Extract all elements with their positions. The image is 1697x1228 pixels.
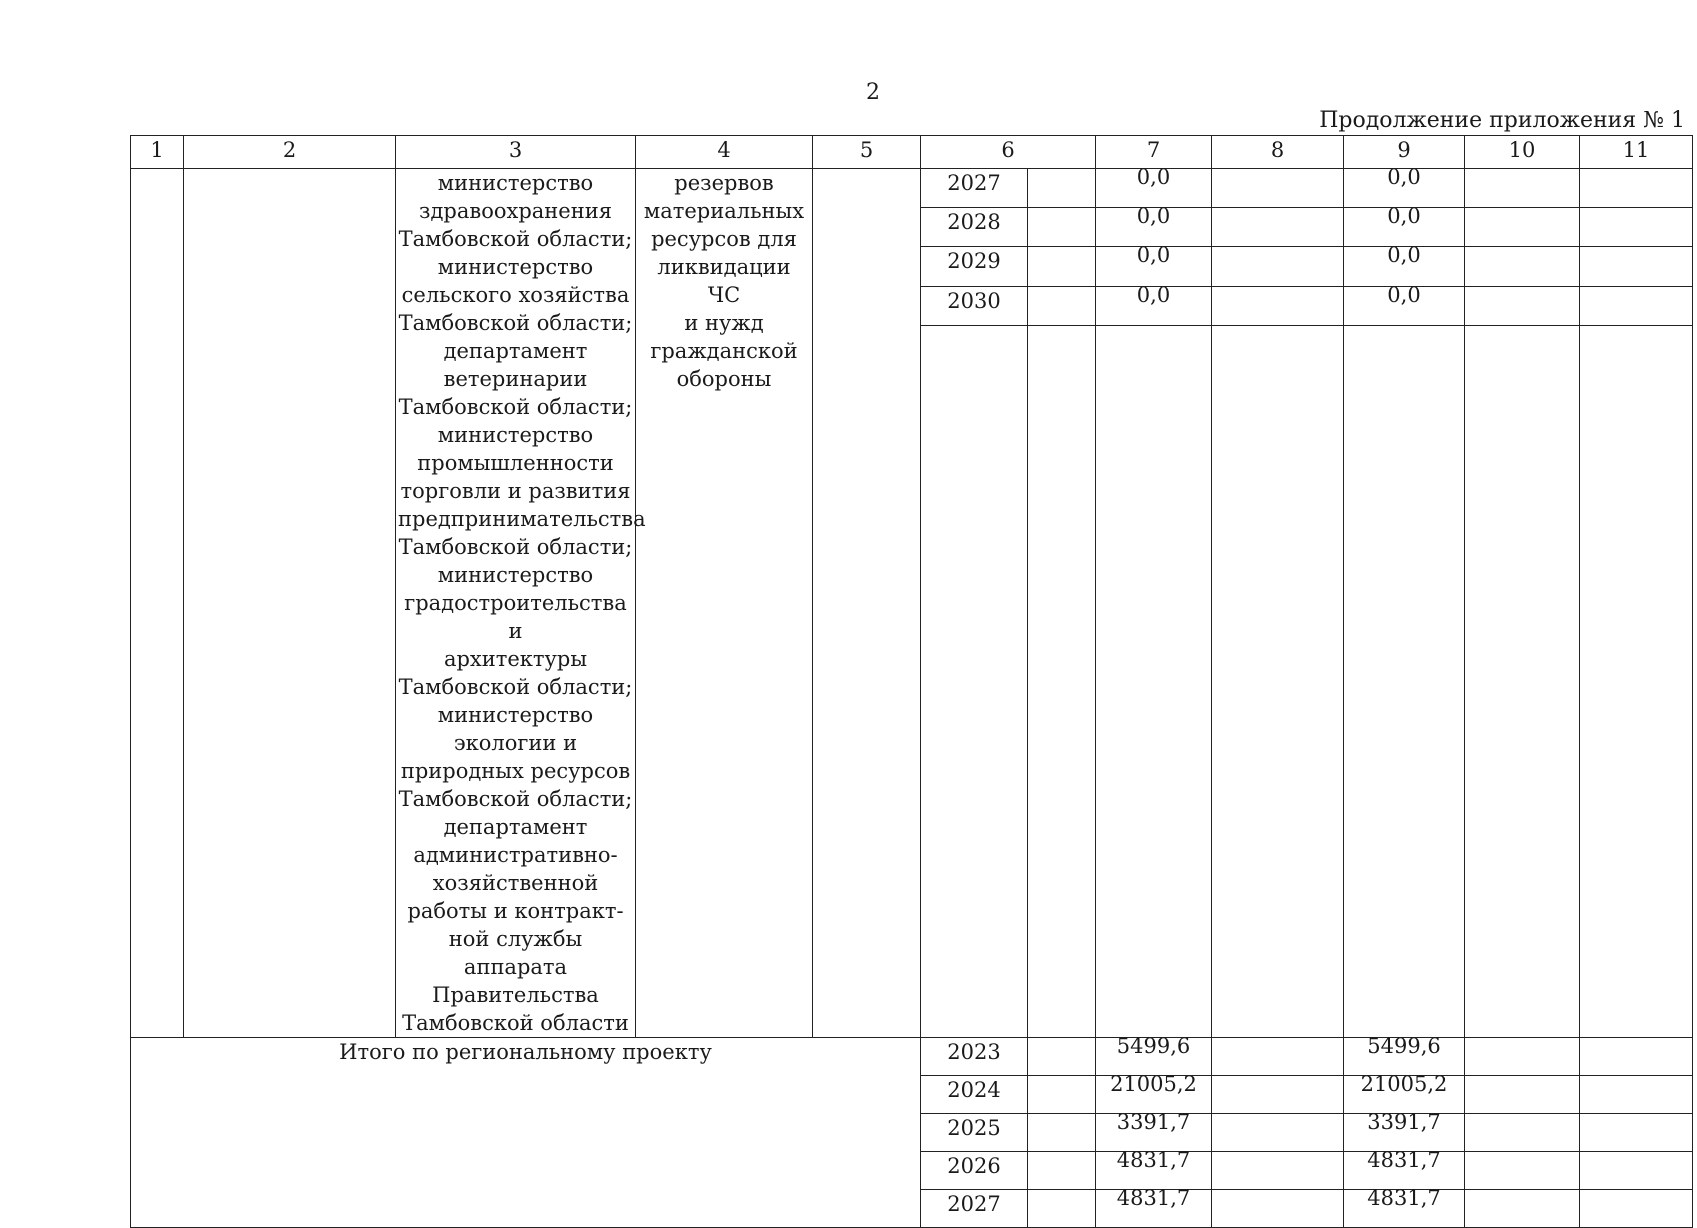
header-col-7: 7	[1096, 136, 1212, 169]
cell-empty	[1028, 1076, 1096, 1114]
cell-col-11	[1580, 286, 1693, 325]
header-col-8: 8	[1212, 136, 1344, 169]
year-cell: 2026	[921, 1152, 1028, 1190]
value-cell-col-7: 4831,7	[1096, 1190, 1212, 1228]
cell-col-10	[1465, 1038, 1580, 1076]
year-cell: 2029	[921, 247, 1028, 286]
value-cell-col-9: 3391,7	[1344, 1114, 1465, 1152]
cell-col-5	[813, 169, 921, 1038]
cell-col-11	[1580, 1190, 1693, 1228]
header-col-4: 4	[636, 136, 813, 169]
cell-col-2	[184, 169, 396, 1038]
value-cell-col-9: 5499,6	[1344, 1038, 1465, 1076]
cell-col-8	[1212, 1114, 1344, 1152]
cell-empty	[1344, 325, 1465, 1037]
value-cell-col-7: 21005,2	[1096, 1076, 1212, 1114]
header-col-11: 11	[1580, 136, 1693, 169]
header-row	[131, 136, 1693, 169]
header-col-5: 5	[813, 136, 921, 169]
cell-empty	[1096, 325, 1212, 1037]
value-cell-col-7: 0,0	[1096, 247, 1212, 286]
value-cell-col-9: 0,0	[1344, 169, 1465, 208]
cell-col-8	[1212, 169, 1344, 208]
value-cell-col-7: 0,0	[1096, 286, 1212, 325]
cell-col-11	[1580, 169, 1693, 208]
year-cell: 2028	[921, 208, 1028, 247]
cell-col-1	[131, 169, 184, 1038]
cell-col-8	[1212, 1038, 1344, 1076]
value-cell-col-7: 0,0	[1096, 208, 1212, 247]
value-cell-col-7: 4831,7	[1096, 1152, 1212, 1190]
value-cell-col-7: 3391,7	[1096, 1114, 1212, 1152]
cell-col-11	[1580, 1038, 1693, 1076]
value-cell-col-9: 4831,7	[1344, 1190, 1465, 1228]
year-cell: 2023	[921, 1038, 1028, 1076]
header-col-3: 3	[396, 136, 636, 169]
total-row	[131, 1038, 1693, 1076]
table-row	[131, 169, 1693, 208]
cell-col-8	[1212, 286, 1344, 325]
cell-empty	[1028, 1038, 1096, 1076]
cell-col-11	[1580, 1152, 1693, 1190]
cell-col-10	[1465, 1076, 1580, 1114]
cell-empty	[1028, 208, 1096, 247]
page-number: 2	[866, 80, 880, 105]
cell-col-10	[1465, 286, 1580, 325]
header-col-2: 2	[184, 136, 396, 169]
cell-col-10	[1465, 1114, 1580, 1152]
cell-empty	[1580, 325, 1693, 1037]
cell-col-8	[1212, 1152, 1344, 1190]
header-col-9: 9	[1344, 136, 1465, 169]
cell-col-10	[1465, 208, 1580, 247]
cell-col-8	[1212, 208, 1344, 247]
event-description-cell: резервов материальных ресурсов для ликвидации ЧС и нужд гражданской обороны	[636, 169, 813, 1038]
total-label: Итого по региональному проекту	[131, 1038, 921, 1228]
cell-empty	[1028, 1152, 1096, 1190]
cell-col-10	[1465, 169, 1580, 208]
cell-empty	[1028, 1190, 1096, 1228]
header-col-6: 6	[921, 136, 1096, 169]
cell-col-11	[1580, 1114, 1693, 1152]
value-cell-col-7: 5499,6	[1096, 1038, 1212, 1076]
year-cell: 2027	[921, 169, 1028, 208]
year-cell: 2030	[921, 286, 1028, 325]
cell-empty	[1212, 325, 1344, 1037]
cell-col-8	[1212, 247, 1344, 286]
header-col-10: 10	[1465, 136, 1580, 169]
cell-col-11	[1580, 1076, 1693, 1114]
year-cell: 2027	[921, 1190, 1028, 1228]
cell-col-8	[1212, 1076, 1344, 1114]
cell-empty	[1028, 325, 1096, 1037]
value-cell-col-9: 0,0	[1344, 286, 1465, 325]
value-cell-col-9: 0,0	[1344, 208, 1465, 247]
value-cell-col-9: 21005,2	[1344, 1076, 1465, 1114]
cell-col-8	[1212, 1190, 1344, 1228]
cell-empty	[1028, 247, 1096, 286]
cell-empty	[921, 325, 1028, 1037]
value-cell-col-9: 0,0	[1344, 247, 1465, 286]
year-cell: 2024	[921, 1076, 1028, 1114]
responsible-executors-cell: министерство здравоохранения Тамбовской области; министерство сельского хозяйства Тамбовской области; департамент ветеринарии Тамбовской области; министерство промышленности торговли и развития предпринимательства Тамбовской области; министерство градостроительства и архитектуры Тамбовской области; министерство экологии и природных ресурсов Тамбовской области; департамент административно- хозяйственной работы и контракт- ной службы аппарата Правительства Тамбовской области	[396, 169, 636, 1038]
cell-empty	[1028, 169, 1096, 208]
cell-empty	[1028, 1114, 1096, 1152]
cell-col-11	[1580, 247, 1693, 286]
cell-empty	[1028, 286, 1096, 325]
year-cell: 2025	[921, 1114, 1028, 1152]
cell-col-10	[1465, 1190, 1580, 1228]
value-cell-col-7: 0,0	[1096, 169, 1212, 208]
cell-col-11	[1580, 208, 1693, 247]
cell-col-10	[1465, 247, 1580, 286]
value-cell-col-9: 4831,7	[1344, 1152, 1465, 1190]
appendix-table	[130, 135, 1693, 1228]
cell-empty	[1465, 325, 1580, 1037]
continuation-label: Продолжение приложения № 1	[1319, 108, 1685, 133]
header-col-1: 1	[131, 136, 184, 169]
cell-col-10	[1465, 1152, 1580, 1190]
